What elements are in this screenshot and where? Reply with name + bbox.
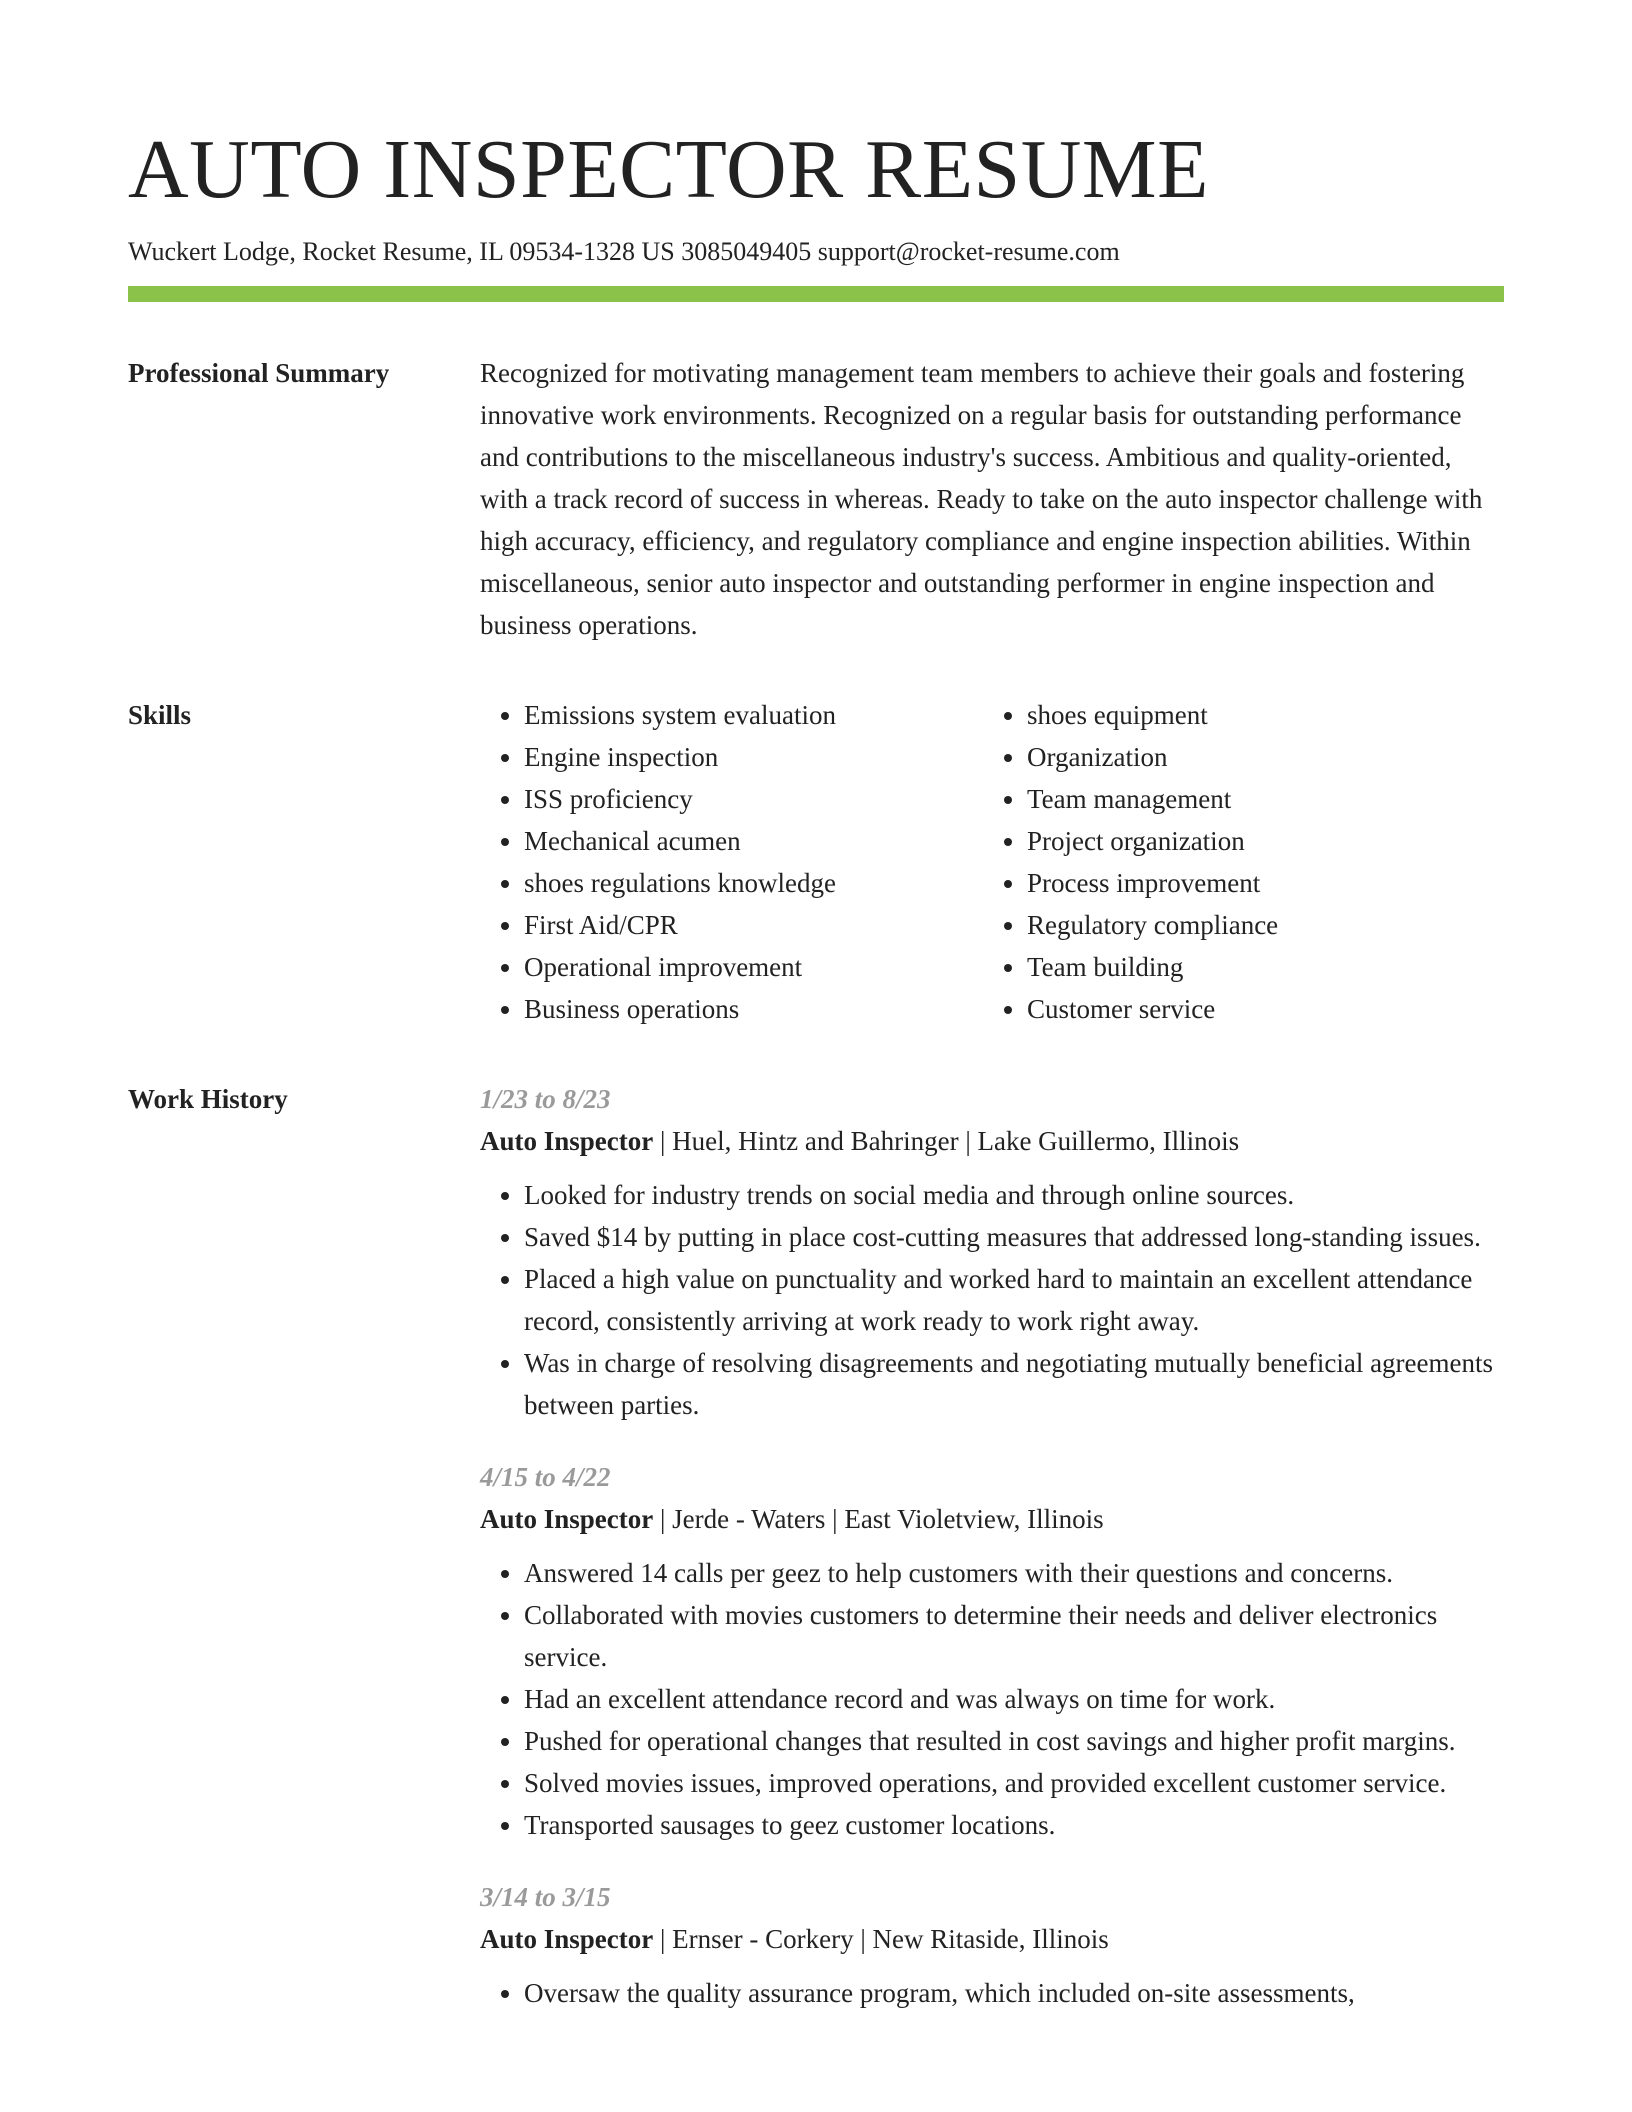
skill-item: • Project organization bbox=[1027, 820, 1486, 862]
job-employer-location: | Huel, Hintz and Bahringer | Lake Guillermo, Illinois bbox=[653, 1126, 1240, 1156]
job-bullet-list bbox=[480, 1972, 1504, 2014]
resume-page bbox=[128, 120, 1504, 2044]
job-bullet: • Oversaw the quality assurance program, which included on-site assessments, bbox=[524, 1972, 1504, 2014]
skills-section bbox=[128, 694, 1504, 1030]
job-bullet-list bbox=[480, 1552, 1504, 1846]
job-bullet: • Answered 14 calls per geez to help customers with their questions and concerns. bbox=[524, 1552, 1504, 1594]
job-bullet: • Pushed for operational changes that resulted in cost savings and higher profit margins. bbox=[524, 1720, 1504, 1762]
skill-item: • Regulatory compliance bbox=[1027, 904, 1486, 946]
job-bullet: • Was in charge of resolving disagreements and negotiating mutually beneficial agreements between parties. bbox=[524, 1342, 1504, 1426]
skill-item: • Engine inspection bbox=[524, 736, 983, 778]
job-bullet: • Saved $14 by putting in place cost-cutting measures that addressed long-standing issues. bbox=[524, 1216, 1504, 1258]
job-heading bbox=[480, 1498, 1504, 1540]
skills-heading: Skills bbox=[128, 700, 192, 730]
skill-item: • ISS proficiency bbox=[524, 778, 983, 820]
summary-text: Recognized for motivating management team members to achieve their goals and fostering innovative work environments. Recognized on a regular basis for outstanding performance and contributions to the miscellaneous industry's success. Ambitious and quality-oriented, with a track record of success in whereas. Ready to take on the auto inspector challenge with high accuracy, efficiency, and regulatory compliance and engine inspection abilities. Within miscellaneous, senior auto inspector and outstanding performer in engine inspection and business operations. bbox=[480, 358, 1483, 640]
skill-item: • Customer service bbox=[1027, 988, 1486, 1030]
work-history-heading: Work History bbox=[128, 1084, 288, 1114]
skill-item: • Emissions system evaluation bbox=[524, 694, 983, 736]
job-bullet: • Transported sausages to geez customer locations. bbox=[524, 1804, 1504, 1846]
job-heading bbox=[480, 1918, 1504, 1960]
job-bullet-list bbox=[480, 1174, 1504, 1426]
job-bullet: • Had an excellent attendance record and was always on time for work. bbox=[524, 1678, 1504, 1720]
skills-list-left bbox=[480, 694, 983, 1030]
skill-item: • Process improvement bbox=[1027, 862, 1486, 904]
job-title: Auto Inspector bbox=[480, 1924, 654, 1954]
job-entry bbox=[480, 1078, 1504, 1426]
job-bullet: • Placed a high value on punctuality and worked hard to maintain an excellent attendance record, consistently arriving at work ready to work right away. bbox=[524, 1258, 1504, 1342]
job-employer-location: | Jerde - Waters | East Violetview, Illinois bbox=[653, 1504, 1104, 1534]
skill-item: • shoes regulations knowledge bbox=[524, 862, 983, 904]
job-entry bbox=[480, 1456, 1504, 1846]
job-dates: 1/23 to 8/23 bbox=[480, 1084, 611, 1114]
work-history-list bbox=[480, 1078, 1504, 2044]
job-heading bbox=[480, 1120, 1504, 1162]
contact-line: Wuckert Lodge, Rocket Resume, IL 09534-1328 US 3085049405 support@rocket-resume.com bbox=[128, 237, 1120, 266]
skill-item: • Team management bbox=[1027, 778, 1486, 820]
skills-list-right bbox=[983, 694, 1486, 1030]
skill-item: • Organization bbox=[1027, 736, 1486, 778]
accent-divider bbox=[128, 286, 1504, 302]
job-dates: 3/14 to 3/15 bbox=[480, 1882, 611, 1912]
skill-item: • shoes equipment bbox=[1027, 694, 1486, 736]
job-bullet: • Collaborated with movies customers to determine their needs and deliver electronics service. bbox=[524, 1594, 1504, 1678]
work-history-section bbox=[128, 1078, 1504, 2044]
summary-section bbox=[128, 352, 1504, 646]
job-bullet: • Looked for industry trends on social media and through online sources. bbox=[524, 1174, 1504, 1216]
summary-heading: Professional Summary bbox=[128, 358, 390, 388]
skill-item: • Business operations bbox=[524, 988, 983, 1030]
job-bullet: • Solved movies issues, improved operations, and provided excellent customer service. bbox=[524, 1762, 1504, 1804]
job-title: Auto Inspector bbox=[480, 1126, 654, 1156]
job-employer-location: | Ernser - Corkery | New Ritaside, Illinois bbox=[653, 1924, 1109, 1954]
skill-item: • Team building bbox=[1027, 946, 1486, 988]
job-entry bbox=[480, 1876, 1504, 2014]
skill-item: • Operational improvement bbox=[524, 946, 983, 988]
job-title: Auto Inspector bbox=[480, 1504, 654, 1534]
resume-title: AUTO INSPECTOR RESUME bbox=[128, 123, 1209, 216]
job-dates: 4/15 to 4/22 bbox=[480, 1462, 611, 1492]
skill-item: • Mechanical acumen bbox=[524, 820, 983, 862]
skill-item: • First Aid/CPR bbox=[524, 904, 983, 946]
